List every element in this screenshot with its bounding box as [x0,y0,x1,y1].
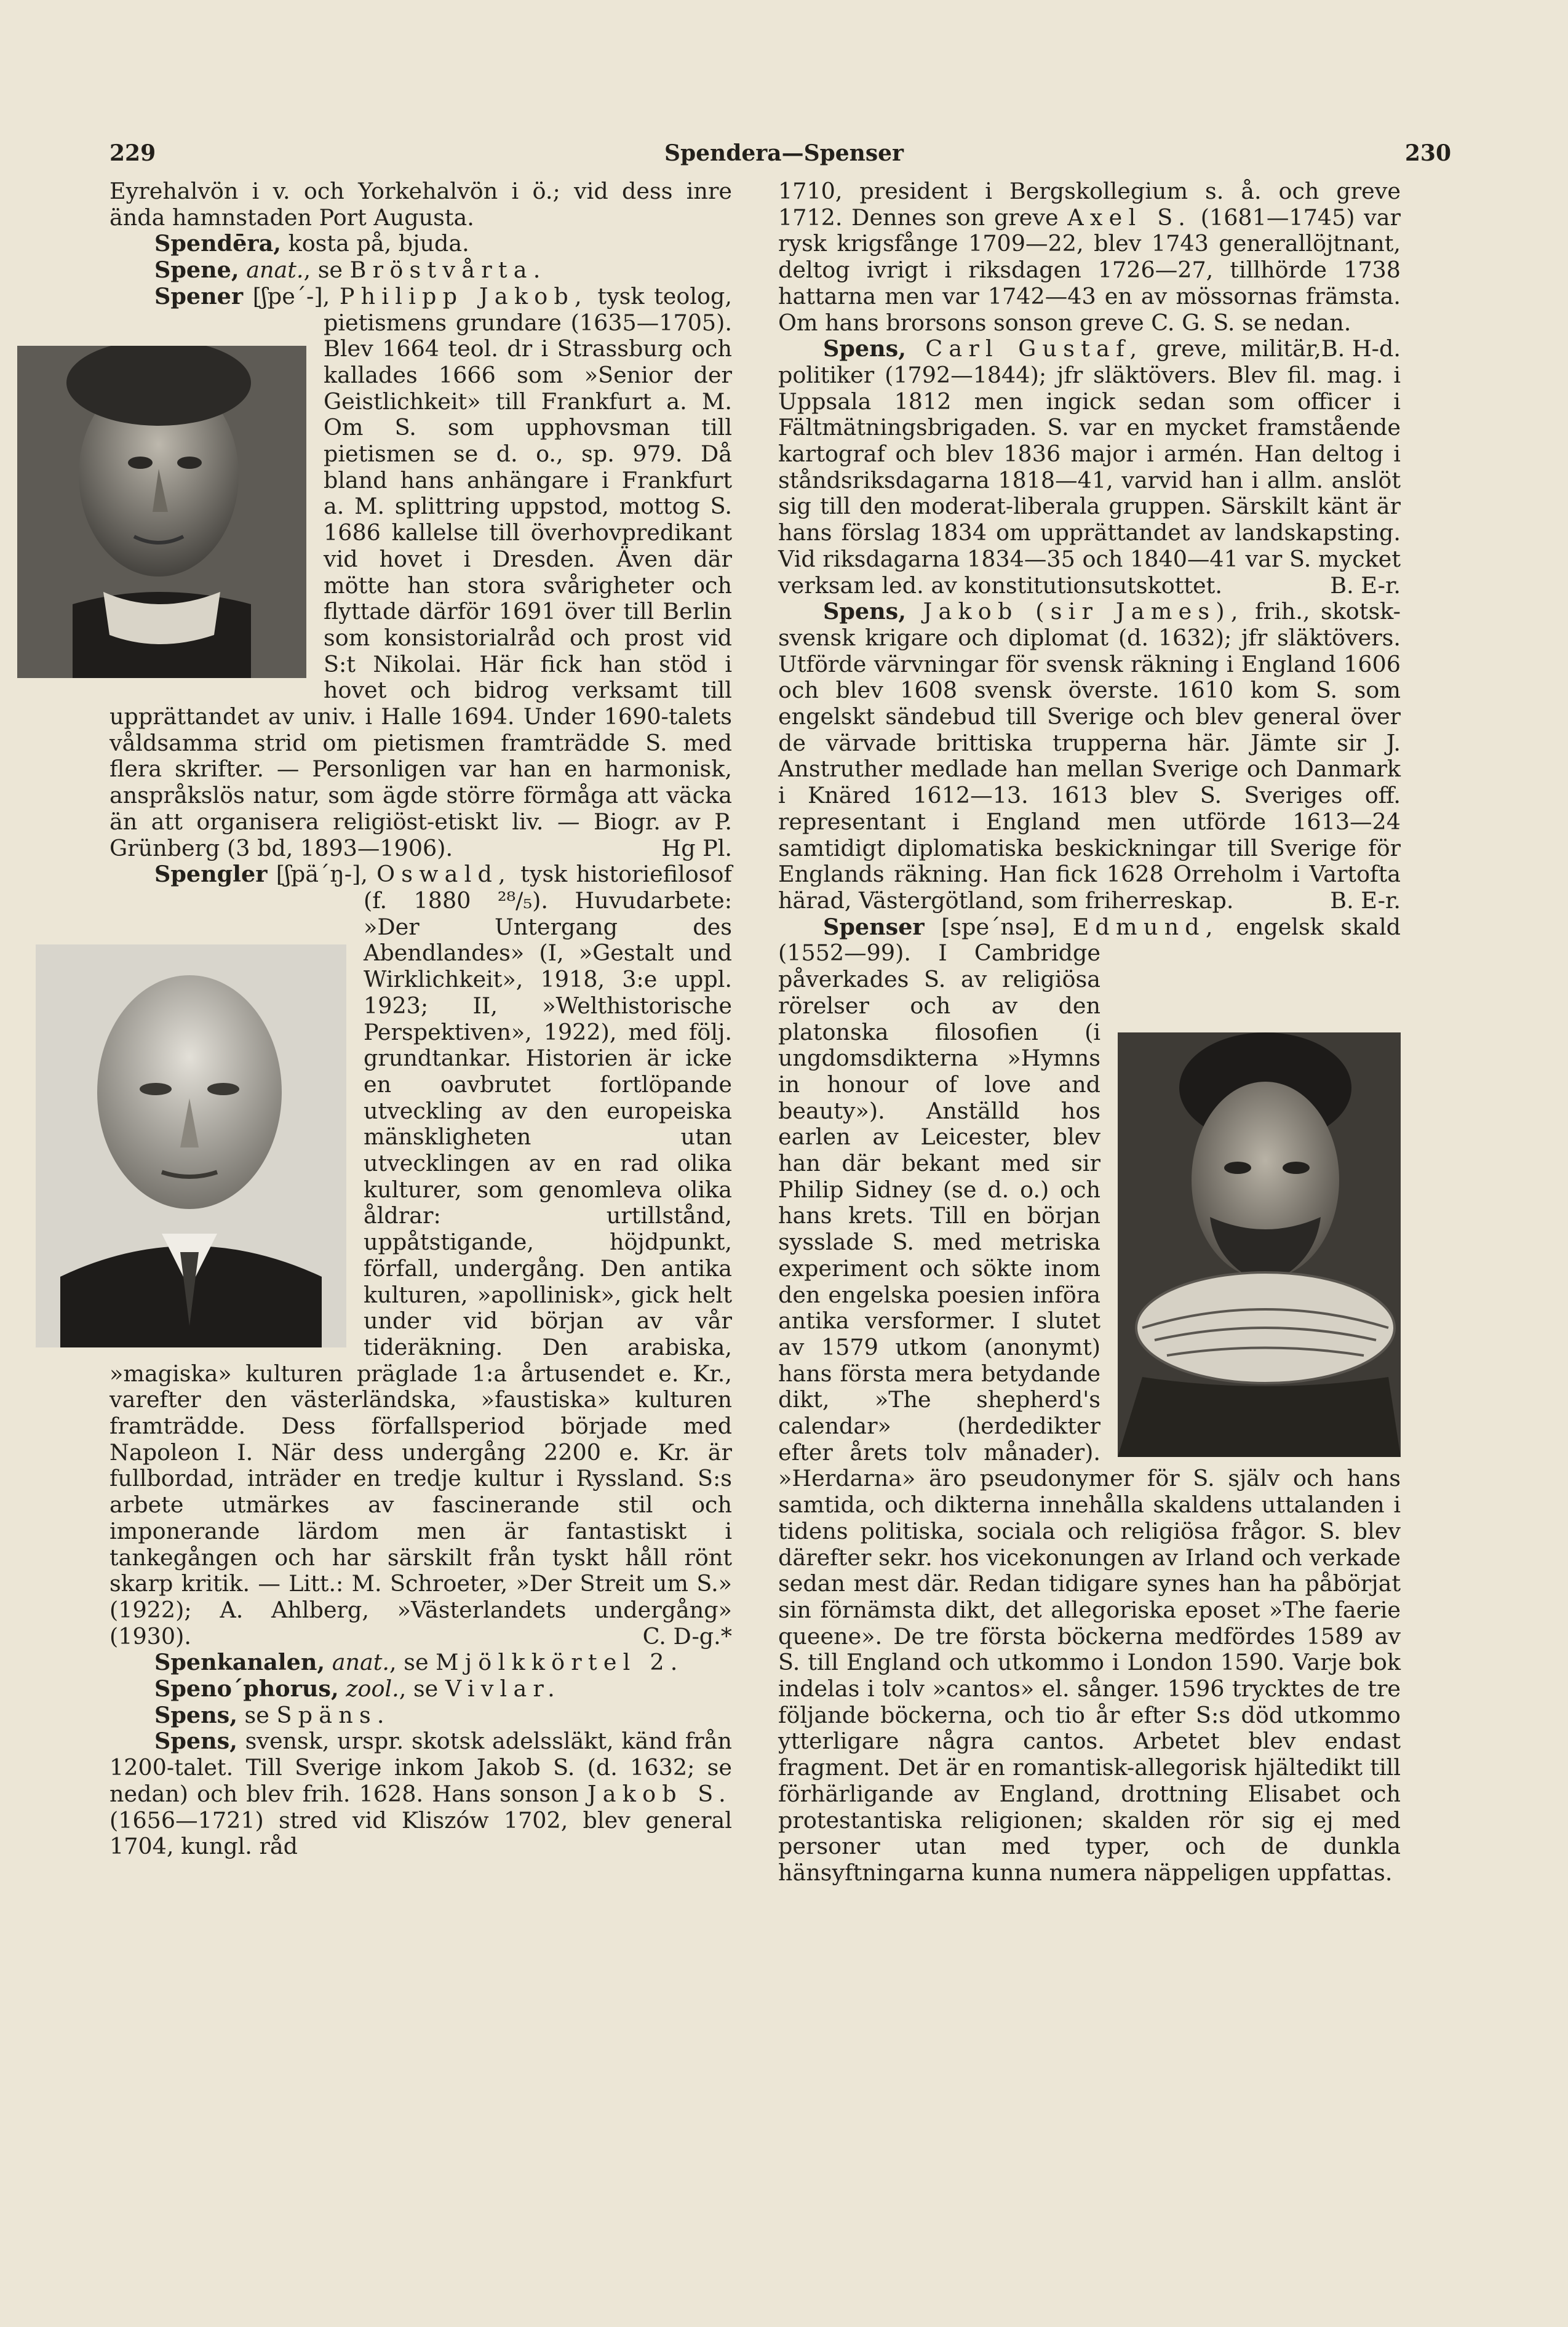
author-signature: B. E-r. [1330,887,1401,914]
entry-spengler [109,861,732,1650]
right-column [778,178,1401,1886]
entry-text: greve, militär, politiker (1792—1844); jfr släktövers. Blev fil. mag. i Uppsala 1812 men ingick sedan som officer i Fältmätningsbrigaden. S. var en mycket framstående kartograf och blev 1836 major i armén. Han deltog i ståndsriksdagarna 1818—41, varvid han i allm. anslöt sig till den moderat-liberala gruppen. Särskilt känt är hans förslag 1834 om upprättandet av landskapsting. Vid riksdagarna 1834—35 och 1840—41 var S. mycket verksam led. av konstitutionsutskottet. [778,335,1401,599]
pronunciation: [ʃpä´ŋ-], [267,861,377,888]
person-name: Jakob S. [587,1780,732,1807]
entry-text: kosta på, bjuda. [281,230,469,257]
headword-spens: Spens, [154,1701,237,1728]
author-signature: C. D-g.* [642,1623,732,1650]
entry-text: , se [303,257,350,284]
entry-spenkanalen [109,1650,732,1676]
author-signature: B. E-r. [1330,572,1401,599]
headword-spenkanalen: Spenkanalen, [154,1649,325,1676]
left-page-number: 229 [109,140,156,166]
abbreviation: anat. [246,257,304,284]
entry-text: (1656—1721) stred vid Kliszów 1702, blev general 1704, kungl. råd [109,1806,732,1860]
person-name: Edmund, [1072,913,1219,940]
cross-reference: Vivlar. [445,1675,561,1702]
headword-spene: Spene, [154,257,239,284]
running-header: Spendera—Spenser [664,140,904,166]
entry-spene [109,257,732,284]
entry-text: 1710, president i Bergskollegium s. å. och greve 1712. Dennes son greve [778,178,1401,231]
right-page-number: 230 [1404,140,1451,166]
headword-spens: Spens, [154,1728,237,1755]
abbreviation: anat. [332,1649,390,1676]
headword-spenophorus: Speno´phorus, [154,1675,339,1702]
entry-text: tysk historiefilosof (f. 1880 ²⁸/₅). Huvudarbete: »Der Untergang des Abendlandes» (I, »Gestalt und Wirklichkeit», 1918, 3:e uppl. 1923; II, »Welthistorische Perspektiven», 1922), med följ. grundtankar. Historien är icke en oavbrutet fortlöpande utveckling av den europeiska mänskligheten utan utvecklingen av en rad olika kulturer, som genomleva olika åldrar: urtillstånd, uppåtstigande, höjdpunkt, förfall, undergång. Den antika kulturen, »apollinisk», gick helt under vid början av vår tideräkning. Den arabiska, »magiska» kulturen präglade 1:a årtusendet e. Kr., varefter den västerländska, »faustiska» kulturen framträdde. Dess förfallsperiod började med Napoleon I. När dess undergång 2200 e. Kr. är fullbordad, inträder en tredje kultur i Ryssland. S:s arbete utmärkes av fascinerande stil och imponerande lärdom men är fantastiskt i tankegången och har särskilt från tyskt håll rönt skarp kritik. — Litt.: M. Schroeter, »Der Streit um S.» (1922); A. Ahlberg, »Västerlandets undergång» (1930). [109,861,732,1650]
entry-continuation: Eyrehalvön i v. och Yorkehalvön i ö.; vid dess inre ända hamnstaden Port Augusta. [109,178,732,231]
pronunciation: [ʃpe´-], [243,282,340,309]
entry-text: se [237,1701,277,1728]
entry-spens-carl-gustaf [778,336,1401,599]
entry-text: frih., skotsk-svensk krigare och diplomat (d. 1632); jfr släktövers. Utförde värvningar för svensk räkning i England 1606 och blev 1608 svensk överste. 1610 kom S. som engelskt sändebud till Sverige och blev general över de värvade brittiska trupperna här. Jämte sir J. Anstruther medlade han mellan Sverige och Danmark i Knäred 1612—13. 1613 blev S. Sveriges off. representant i England men utförde 1613—24 samtidigt diplomatiska beskickningar till Sverige för Englands räkning. Han fick 1628 Orreholm i Vartofta härad, Västergötland, som friherreskap. [778,598,1401,914]
spengler-portrait [36,944,346,1347]
person-name: Axel S. [1067,204,1192,231]
entry-spens-family [109,1728,732,1860]
portrait-image [36,944,346,1347]
person-name: Jakob (sir James), [905,598,1244,625]
headword-spenser: Spenser [823,913,925,940]
entry-spenophorus [109,1676,732,1702]
entry-spens-short [109,1702,732,1729]
cross-reference: Bröstvårta. [349,257,547,284]
author-signature: B. H-d. [1321,335,1401,362]
person-name: Carl Gustaf, [905,335,1144,362]
entry-spenser [778,914,1401,1886]
headword-spener: Spener [154,282,244,309]
entry-text: engelsk skald (1552—99). I Cambridge påverkades S. av religiösa rörelser och av den platonska filosofien (i ungdomsdikterna »Hymns in honour of love and beauty»). Anställd hos earlen av Leicester, blev han där bekant med sir Philip Sidney (se d. o.) och hans krets. Till en början sysslade S. med metriska experiment och sökte inom den engelska poesien införa antika versformer. I slutet av 1579 utkom (anonymt) hans första mera betydande dikt, »The shepherd's calendar» (herdedikter efter årets tolv månader). »Herdarna» äro pseudonymer för S. själv och hans samtida, och dikterna innehålla skaldens uttalanden i tidens politiska, sociala och religiösa frågor. S. blev därefter sekr. hos vicekonungen av Irland och verkade sedan mest där. Redan tidigare synes han ha påbörjat sin förnämsta dikt, det allegoriska eposet »The faerie queene». De tre första böckerna medfördes 1589 av S. till England och utkommo i London 1590. Varje bok indelas i tolv »cantos» el. sånger. 1596 trycktes de tre följande böckerna, och tio år efter S:s död utkommo ytterligare några cantos. Arbetet blev endast fragment. Det är en romantisk-allegorisk hjältedikt till förhärligande av England, drottning Elisabet och protestantiska religionen; skalden rör sig ej med personer utan med typer, och de dunkla hänsyftningarna kunna numera näppeligen uppfattas. [778,913,1401,1886]
headword-spens: Spens, [823,335,906,362]
cross-reference: Mjölkkörtel 2. [436,1649,684,1676]
entry-spens-jakob [778,599,1401,914]
entry-spendera [109,231,732,257]
pronunciation: [spe´nsə], [924,913,1073,940]
entry-text: tysk teolog, pietismens grundare (1635—1705). Blev 1664 teol. dr i Strassburg och kallades 1666 som »Senior der Geistlichkeit» till Frankfurt a. M. Om S. som upphovsman till pietismen se d. o., sp. 979. Då bland hans anhängare i Frankfurt a. M. splittring uppstod, mottog S. 1686 kallelse till överhovpredikant vid hovet i Dresden. Även där mötte han stora svårigheter och flyttade därför 1691 över till Berlin som konsistorialråd och prost vid S:t Nikolai. Här fick han stöd i hovet och bidrog verksamt till upprättandet av univ. i Halle 1694. Under 1690-talets våldsamma strid om pietismen framträdde S. med flera skrifter. — Personligen var han en harmonisk, anspråkslös natur, som ägde större förmåga att väcka än att organisera religiöst-etiskt liv. — Biogr. av P. Grünberg (3 bd, 1893—1906). [109,282,732,861]
abbreviation: zool. [346,1675,399,1702]
entry-text: , se [399,1675,445,1702]
person-name: Oswald, [376,861,512,888]
headword-spengler: Spengler [154,861,268,888]
spenser-portrait [1118,1032,1401,1457]
headword-spendera: Spendēra, [154,230,281,257]
left-column [109,178,732,1860]
person-name: Philipp Jakob, [339,282,588,309]
portrait-image [17,346,306,678]
portrait-image [1118,1032,1401,1457]
spener-portrait [17,346,306,678]
headword-spens: Spens, [823,598,906,625]
entry-text: (1681—1745) var rysk krigsfånge 1709—22, blev 1743 generallöjtnant, deltog ivrigt i riksdagen 1726—27, tillhörde 1738 hattarna men var 1742—43 en av mössornas främsta. Om hans brorsons sonson greve C. G. S. se nedan. [778,204,1401,336]
author-signature: Hg Pl. [661,834,732,861]
entry-text: svensk, urspr. skotsk adelssläkt, känd från 1200-talet. Till Sverige inkom Jakob S. (d. 1632; se nedan) och blev frih. 1628. Hans sonson [109,1728,732,1807]
entry-spener [109,284,732,861]
entry-text: , se [389,1649,436,1676]
cross-reference: Späns. [276,1701,391,1728]
